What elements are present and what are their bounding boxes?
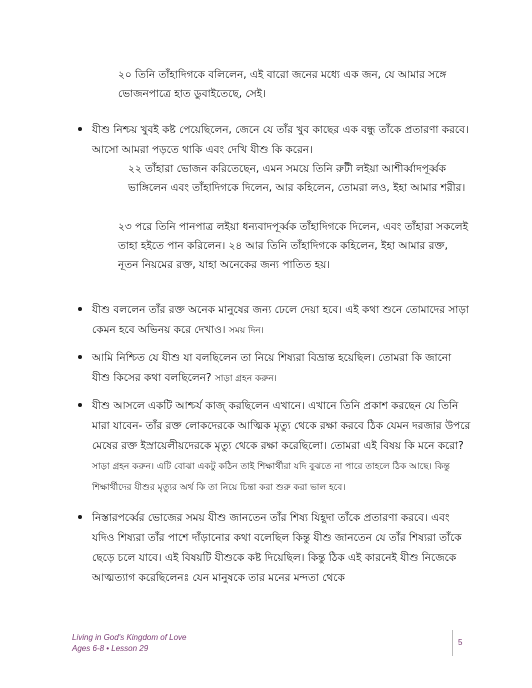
scripture-quote-verse-23-24: ২৩ পরে তিনি পানপাত্র লইয়া ধন্যবাদপূর্ব্বক তাঁহাদিগকে দিলেন, এবং তাঁহারা সকলেই তাহা হইতে পান করিলেন। ২৪ আর তিনি তাঁহাদিগকে কহিলেন, ইহা আমার রক্ত, নূতন নিয়মের রক্ত, যাহা অনেকের জন্য পাতিত হয়। bbox=[118, 221, 469, 271]
bullet-item bbox=[72, 300, 472, 341]
bullet-text bbox=[92, 396, 472, 498]
teacher-note: সাড়া গ্রহন করুন। bbox=[214, 374, 277, 384]
teacher-note: সময় দিন। bbox=[228, 326, 264, 336]
bullet-body: যীশু আসলে একটি আশ্চর্য কাজ্ করছিলেন এখানে। এখানে তিনি প্রকাশ করছেন যে তিনি মারা যাবেন- তাঁর রক্ত লোকদেরকে আত্মিক মৃত্যু থেকে রক্ষা করবে ঠিক যেমন দরজার উপরে মেষের রক্ত ইস্রায়েলীয়দেরকে মৃত্যু থেকে রক্ষা করেছিলো। তোমরা এই বিষয় কি মনে করো? bbox=[92, 400, 471, 452]
bullet-body: যীশু বললেন তাঁর রক্ত অনেক মানুষের জন্য ঢেলে দেয়া হবে। এই কথা শুনে তোমাদের সাড়া কেমন হবে অভিনয় করে দেখাও। bbox=[92, 304, 469, 336]
bullet-item bbox=[72, 120, 472, 160]
footer-course-title: Living in God's Kingdom of Love bbox=[72, 633, 187, 642]
bullet-body: আমি নিশ্চিত যে যীশু যা বলছিলেন তা নিয়ে শিষ্যরা বিভ্রান্ত হয়েছিল। তোমরা কি জানো যীশু কিসের কথা বলছিলেন? bbox=[92, 352, 452, 384]
bullet-item bbox=[72, 348, 472, 389]
bullet-dot bbox=[78, 127, 82, 131]
bullet-text bbox=[92, 348, 472, 389]
footer-course-info bbox=[72, 632, 186, 654]
teacher-note: সাড়া গ্রহন করুন। এটি বোঝা একটু কঠিন তাই শিক্ষার্থীরা যদি বুঝতে না পারে তাহলে ঠিক আছে। কিন্তু শিক্ষার্থীদের যীশুর মৃত্যুর অর্থ কি তা নিয়ে চিন্তা করা শুরু করা ভাল হবে। bbox=[92, 462, 450, 493]
bullet-text bbox=[92, 300, 472, 341]
bullet-dot bbox=[78, 307, 82, 311]
footer-lesson-label: Ages 6-8 • Lesson 29 bbox=[72, 644, 149, 653]
scripture-quote-verse-20: ২০ তিনি তাঁহাদিগকে বলিলেন, এই বারো জনের মধ্যে এক জন, যে আমার সঙ্গে ভোজনপাত্রে হাত ডুবাইতেছে, সেই। bbox=[118, 69, 447, 100]
bullet-item bbox=[72, 508, 472, 588]
scripture-quote-verse-22: ২২ তাঁহারা ভোজন করিতেছেন, এমন সময়ে তিনি রুটী লইয়া আশীর্ব্বাদপূর্ব্বক ভাঙ্গিলেন এবং তাঁহাদিগকে দিলেন, আর কহিলেন, তোমরা লও, ইহা আমার শরীর। bbox=[128, 163, 466, 194]
bullet-text: যীশু নিশ্চয় খুবই কষ্ট পেয়েছিলেন, জেনে যে তাঁর খুব কাছের এক বন্ধু তাঁকে প্রতারণা করবে। আসো আমরা পড়তে থাকি এবং দেখি যীশু কি করেন। bbox=[92, 124, 469, 156]
bullet-dot bbox=[78, 355, 82, 359]
bullet-text: নিস্তারপর্ব্বের ভোজের সময় যীশু জানতেন তাঁর শিষ্য যিহূদা তাঁকে প্রতারণা করবে। এবং যদিও শিষ্যরা তাঁর পাশে দাঁড়ানোর কথা বলেছিল কিন্তু যীশু জানতেন যে তাঁর শিষ্যরা তাঁকে ছেড়ে চলে যাবে। এই বিষয়টি যীশুকে কষ্ট দিয়েছিল। কিন্তু ঠিক এই কারনেই যীশু নিজেকে আত্মত্যাগ করেছিলেনঃ যেন মানুষকে তার মনের মন্দতা থেকে bbox=[92, 512, 462, 584]
page-number: 5 bbox=[458, 638, 463, 647]
bullet-dot bbox=[78, 403, 82, 407]
bullet-dot bbox=[78, 515, 82, 519]
bullet-item bbox=[72, 396, 472, 498]
footer-divider bbox=[452, 630, 453, 656]
